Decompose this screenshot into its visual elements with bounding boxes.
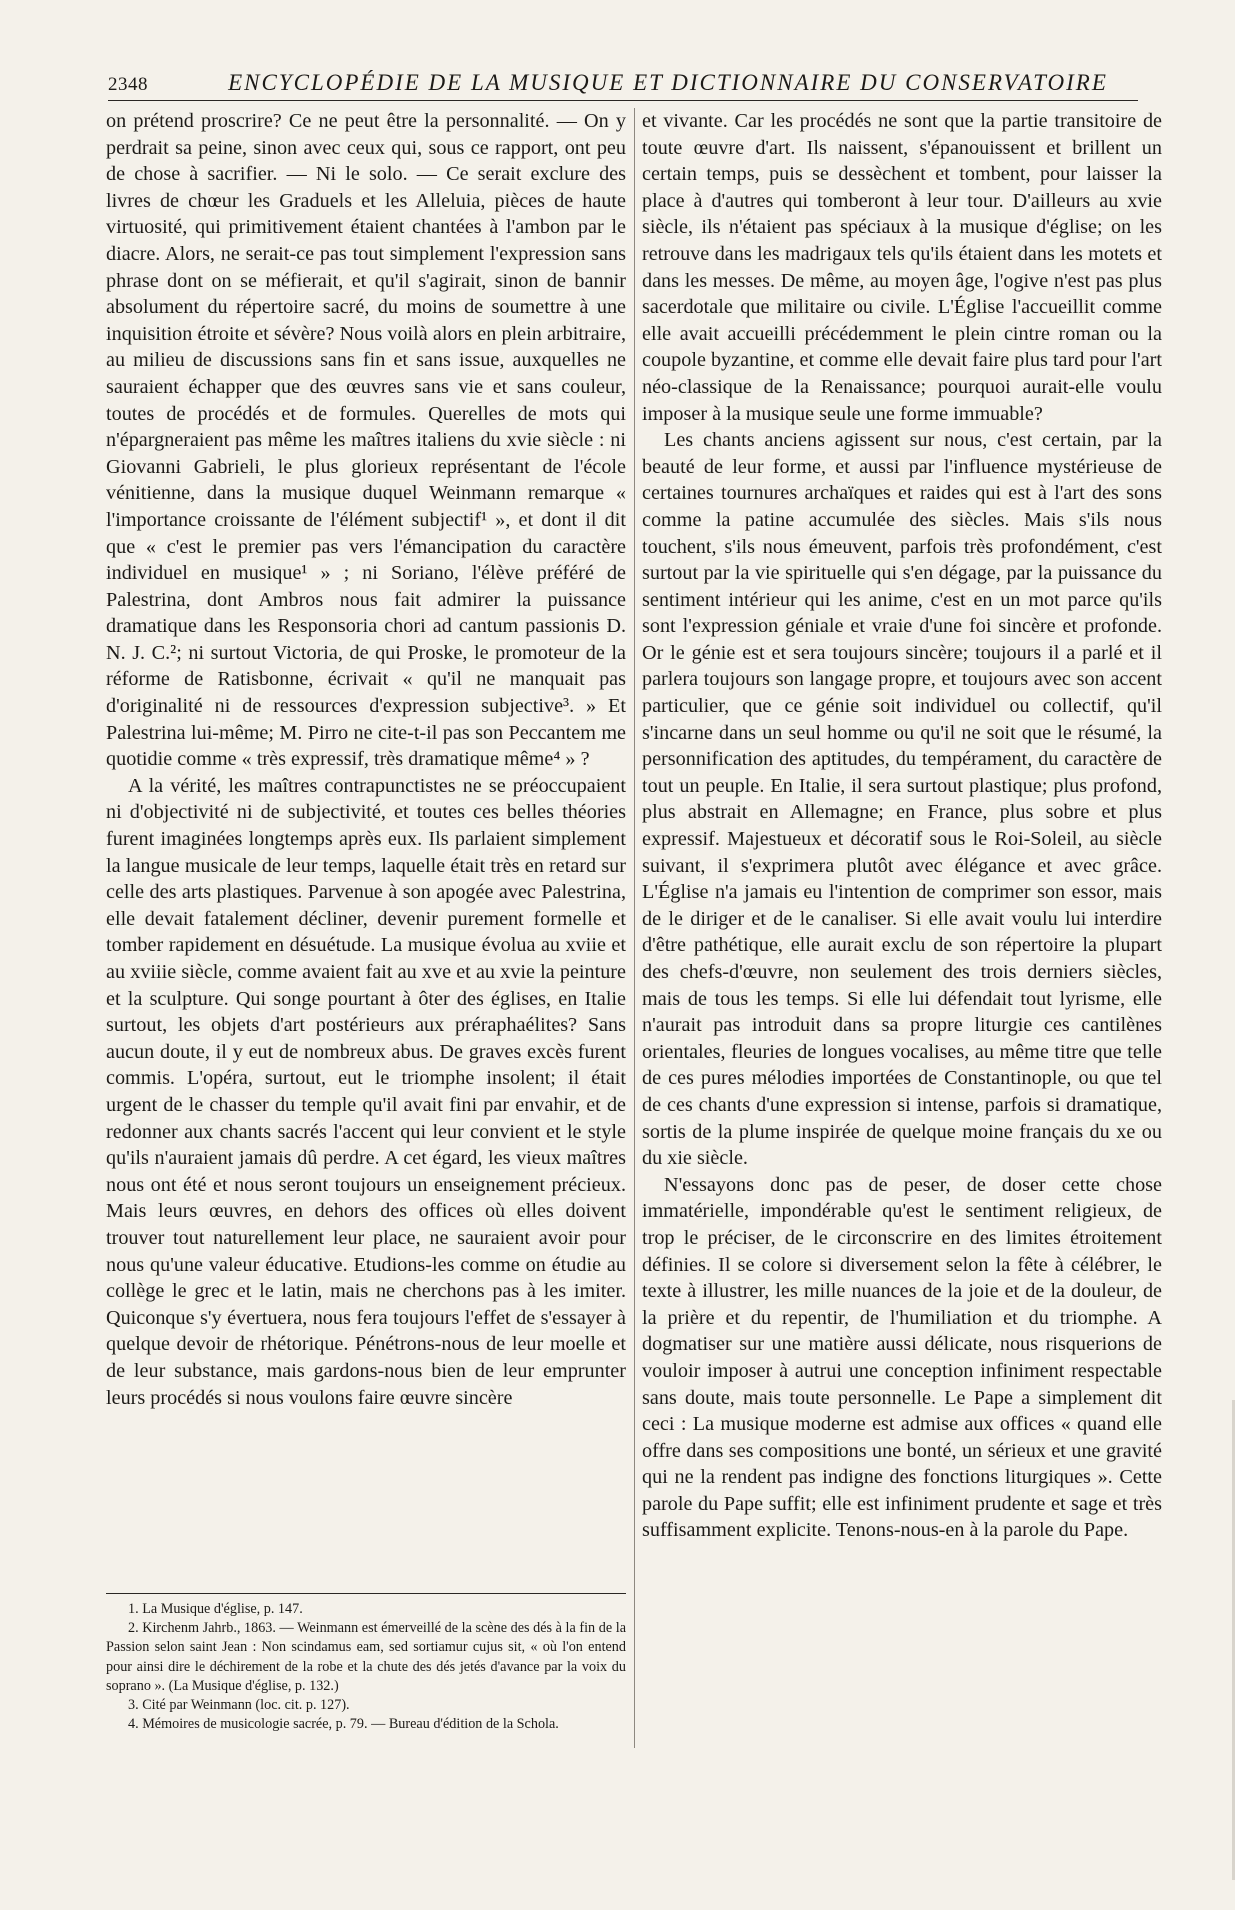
right-column (642, 108, 1162, 1544)
running-title: ENCYCLOPÉDIE DE LA MUSIQUE ET DICTIONNAIRE DU CONSERVATOIRE (228, 70, 1108, 95)
footnote-rule (106, 1593, 626, 1594)
paragraph: on prétend proscrire? Ce ne peut être la personnalité. — On y perdrait sa peine, sinon avec ceux qui, sous ce rapport, ont peu de chose à sacrifier. — Ni le solo. — Ce serait exclure des livres de chœur les Graduels et les Alleluia, pièces de haute virtuosité, qui primitivement étaient chantées à l'ambon par le diacre. Alors, ne serait-ce pas tout simplement l'expression sans phrase dont on se méfierait, et qu'il s'agirait, sinon de bannir absolument du répertoire sacré, du moins de soumettre à une inquisition étroite et sévère? Nous voilà alors en plein arbitraire, au milieu de discussions sans fin et sans issue, auxquelles ne sauraient échapper que des œuvres sans vie et sans couleur, toutes de procédés et de formules. Querelles de mots qui n'épargneraient pas même les maîtres italiens du xvie siècle : ni Giovanni Gabrieli, le plus glorieux représentant de l'école vénitienne, dans la musique duquel Weinmann remarque « l'importance croissante de l'élément subjectif¹ », et dont il dit que « c'est le premier pas vers l'émancipation du caractère individuel en musique¹ » ; ni Soriano, l'élève préféré de Palestrina, dont Ambros nous fait admirer la puissance dramatique dans les Responsoria chori ad cantum passionis D. N. J. C.²; ni surtout Victoria, de qui Proske, le promoteur de la réforme de Ratisbonne, écrivait « qu'il ne manquait pas d'originalité ni de ressources d'expression subjective³. » Et Palestrina lui-même; M. Pirro ne cite-t-il pas son Peccantem me quotidie comme « très expressif, très dramatique même⁴ » ? (106, 110, 626, 771)
page-number: 2348 (108, 74, 148, 95)
footnote: 2. Kirchenm Jahrb., 1863. — Weinmann est émerveillé de la scène des dés à la fin de la Passion selon saint Jean : Non scindamus eam, sed sortiamur cujus sit, « où l'on entend pour ainsi dire le déchirement de la robe et la chute des dés jetés d'avance par la voix du soprano ». (La Musique d'église, p. 132.) (106, 1620, 626, 1694)
column-divider (634, 108, 635, 1748)
paragraph: Les chants anciens agissent sur nous, c'est certain, par la beauté de leur forme, et aussi par l'influence mystérieuse de certaines tournures archaïques et raides qui est à l'art des sons comme la patine accumulée des siècles. Mais s'ils nous touchent, s'ils nous émeuvent, parfois très profondément, c'est surtout par la vie spirituelle qui s'en dégage, par la puissance du sentiment intérieur qui les anime, c'est en un mot parce qu'ils sont l'expression géniale et vraie d'une foi sincère et profonde. Or le génie est et sera toujours sincère; toujours il a parlé et il parlera toujours son langage propre, et toujours avec son accent particulier, que ce génie soit individuel ou collectif, qu'il s'incarne dans un seul homme ou qu'il ne soit que le résumé, la personnification des aptitudes, du tempérament, du caractère de tout un peuple. En Italie, il sera surtout plastique; plus profond, plus abstrait en Allemagne; en France, plus sobre et plus expressif. Majestueux et décoratif sous le Roi-Soleil, au siècle suivant, il s'exprimera plutôt avec élégance et avec grâce. L'Église n'a jamais eu l'intention de comprimer son essor, mais de le diriger et de le canaliser. Si elle avait voulu lui interdire d'être pathétique, elle aurait exclu de son répertoire la plupart des chefs-d'œuvre, non seulement des trois derniers siècles, mais de tous les temps. Si elle lui défendait tout lyrisme, elle n'aurait pas introduit dans sa propre liturgie ces cantilènes orientales, fleuries de longues vocalises, au même titre que telle de ces pures mélodies importées de Constantinople, ou que tel de ces chants d'une expression si intense, parfois si dramatique, sortis de la plume inspirée de quelque moine français du xe ou du xie siècle. (642, 429, 1162, 1170)
paragraph: A la vérité, les maîtres contrapunctistes ne se préoccupaient ni d'objectivité ni de subjectivité, et toutes ces belles théories furent imaginées longtemps après eux. Ils parlaient simplement la langue musicale de leur temps, laquelle était très en retard sur celle des arts plastiques. Parvenue à son apogée avec Palestrina, elle devait fatalement décliner, devenir purement formelle et tomber rapidement en désuétude. La musique évolua au xviie et au xviiie siècle, comme avaient fait au xve et au xvie la peinture et la sculpture. Qui songe pourtant à ôter des églises, en Italie surtout, les objets d'art postérieurs aux préraphaélites? Sans aucun doute, il y eut de nombreux abus. De graves excès furent commis. L'opéra, surtout, eut le triomphe insolent; il était urgent de le chasser du temple qu'il avait fini par envahir, et de redonner aux chants sacrés l'accent qui leur convient et le style qu'ils n'auraient jamais dû perdre. A cet égard, les vieux maîtres nous ont été et nous seront toujours un enseignement précieux. Mais leurs œuvres, en dehors des offices où elles doivent trouver tout naturellement leur place, ne sauraient avoir pour nous qu'une valeur éducative. Etudions-les comme on étudie au collège le grec et le latin, mais ne cherchons pas à les imiter. Quiconque s'y évertuera, nous fera toujours l'effet de s'essayer à quelque devoir de rhétorique. Pénétrons-nous de leur moelle et de leur substance, mais gardons-nous bien de leur emprunter leurs procédés si nous voulons faire œuvre sincère (106, 774, 626, 1409)
footnotes (106, 1600, 626, 1734)
footnote: 1. La Musique d'église, p. 147. (128, 1601, 303, 1617)
paragraph: et vivante. Car les procédés ne sont que la partie transitoire de toute œuvre d'art. Ils naissent, s'épanouissent et brillent un certain temps, puis se dessèchent et tombent, pour laisser la place à d'autres qui tomberont à leur tour. D'ailleurs au xvie siècle, ils n'étaient pas spéciaux à la musique d'église; on les retrouve dans les madrigaux tels qu'ils étaient dans les motets et dans les messes. De même, au moyen âge, l'ogive n'est pas plus sacerdotale que militaire ou civile. L'Église l'accueillit comme elle avait accueilli précédemment le plein cintre roman ou la coupole byzantine, et comme elle devait faire plus tard pour l'art néo-classique de la Renaissance; pourquoi aurait-elle voulu imposer à la musique seule une forme immuable? (642, 110, 1162, 425)
running-header (108, 70, 1138, 101)
paragraph: N'essayons donc pas de peser, de doser cette chose immatérielle, impondérable qu'est le sentiment religieux, de trop le préciser, de le circonscrire en des limites étroitement définies. Il se colore si diversement selon la fête à célébrer, le texte à illustrer, les mille nuances de la joie et de la douleur, de la prière et du repentir, de l'humiliation et du triomphe. A dogmatiser sur une matière aussi délicate, nous risquerions de vouloir imposer à autrui une conception infiniment respectable sans doute, mais toute personnelle. Le Pape a simplement dit ceci : La musique moderne est admise aux offices « quand elle offre dans ses compositions une bonté, un sérieux et une gravité qui ne la rendent pas indigne des fonctions liturgiques ». Cette parole du Pape suffit; elle est infiniment prudente et sage et très suffisamment explicite. Tenons-nous-en à la parole du Pape. (642, 1173, 1162, 1542)
footnote: 4. Mémoires de musicologie sacrée, p. 79. — Bureau d'édition de la Schola. (128, 1716, 559, 1733)
left-column (106, 108, 626, 1411)
footnote: 3. Cité par Weinmann (loc. cit. p. 127). (128, 1697, 350, 1714)
